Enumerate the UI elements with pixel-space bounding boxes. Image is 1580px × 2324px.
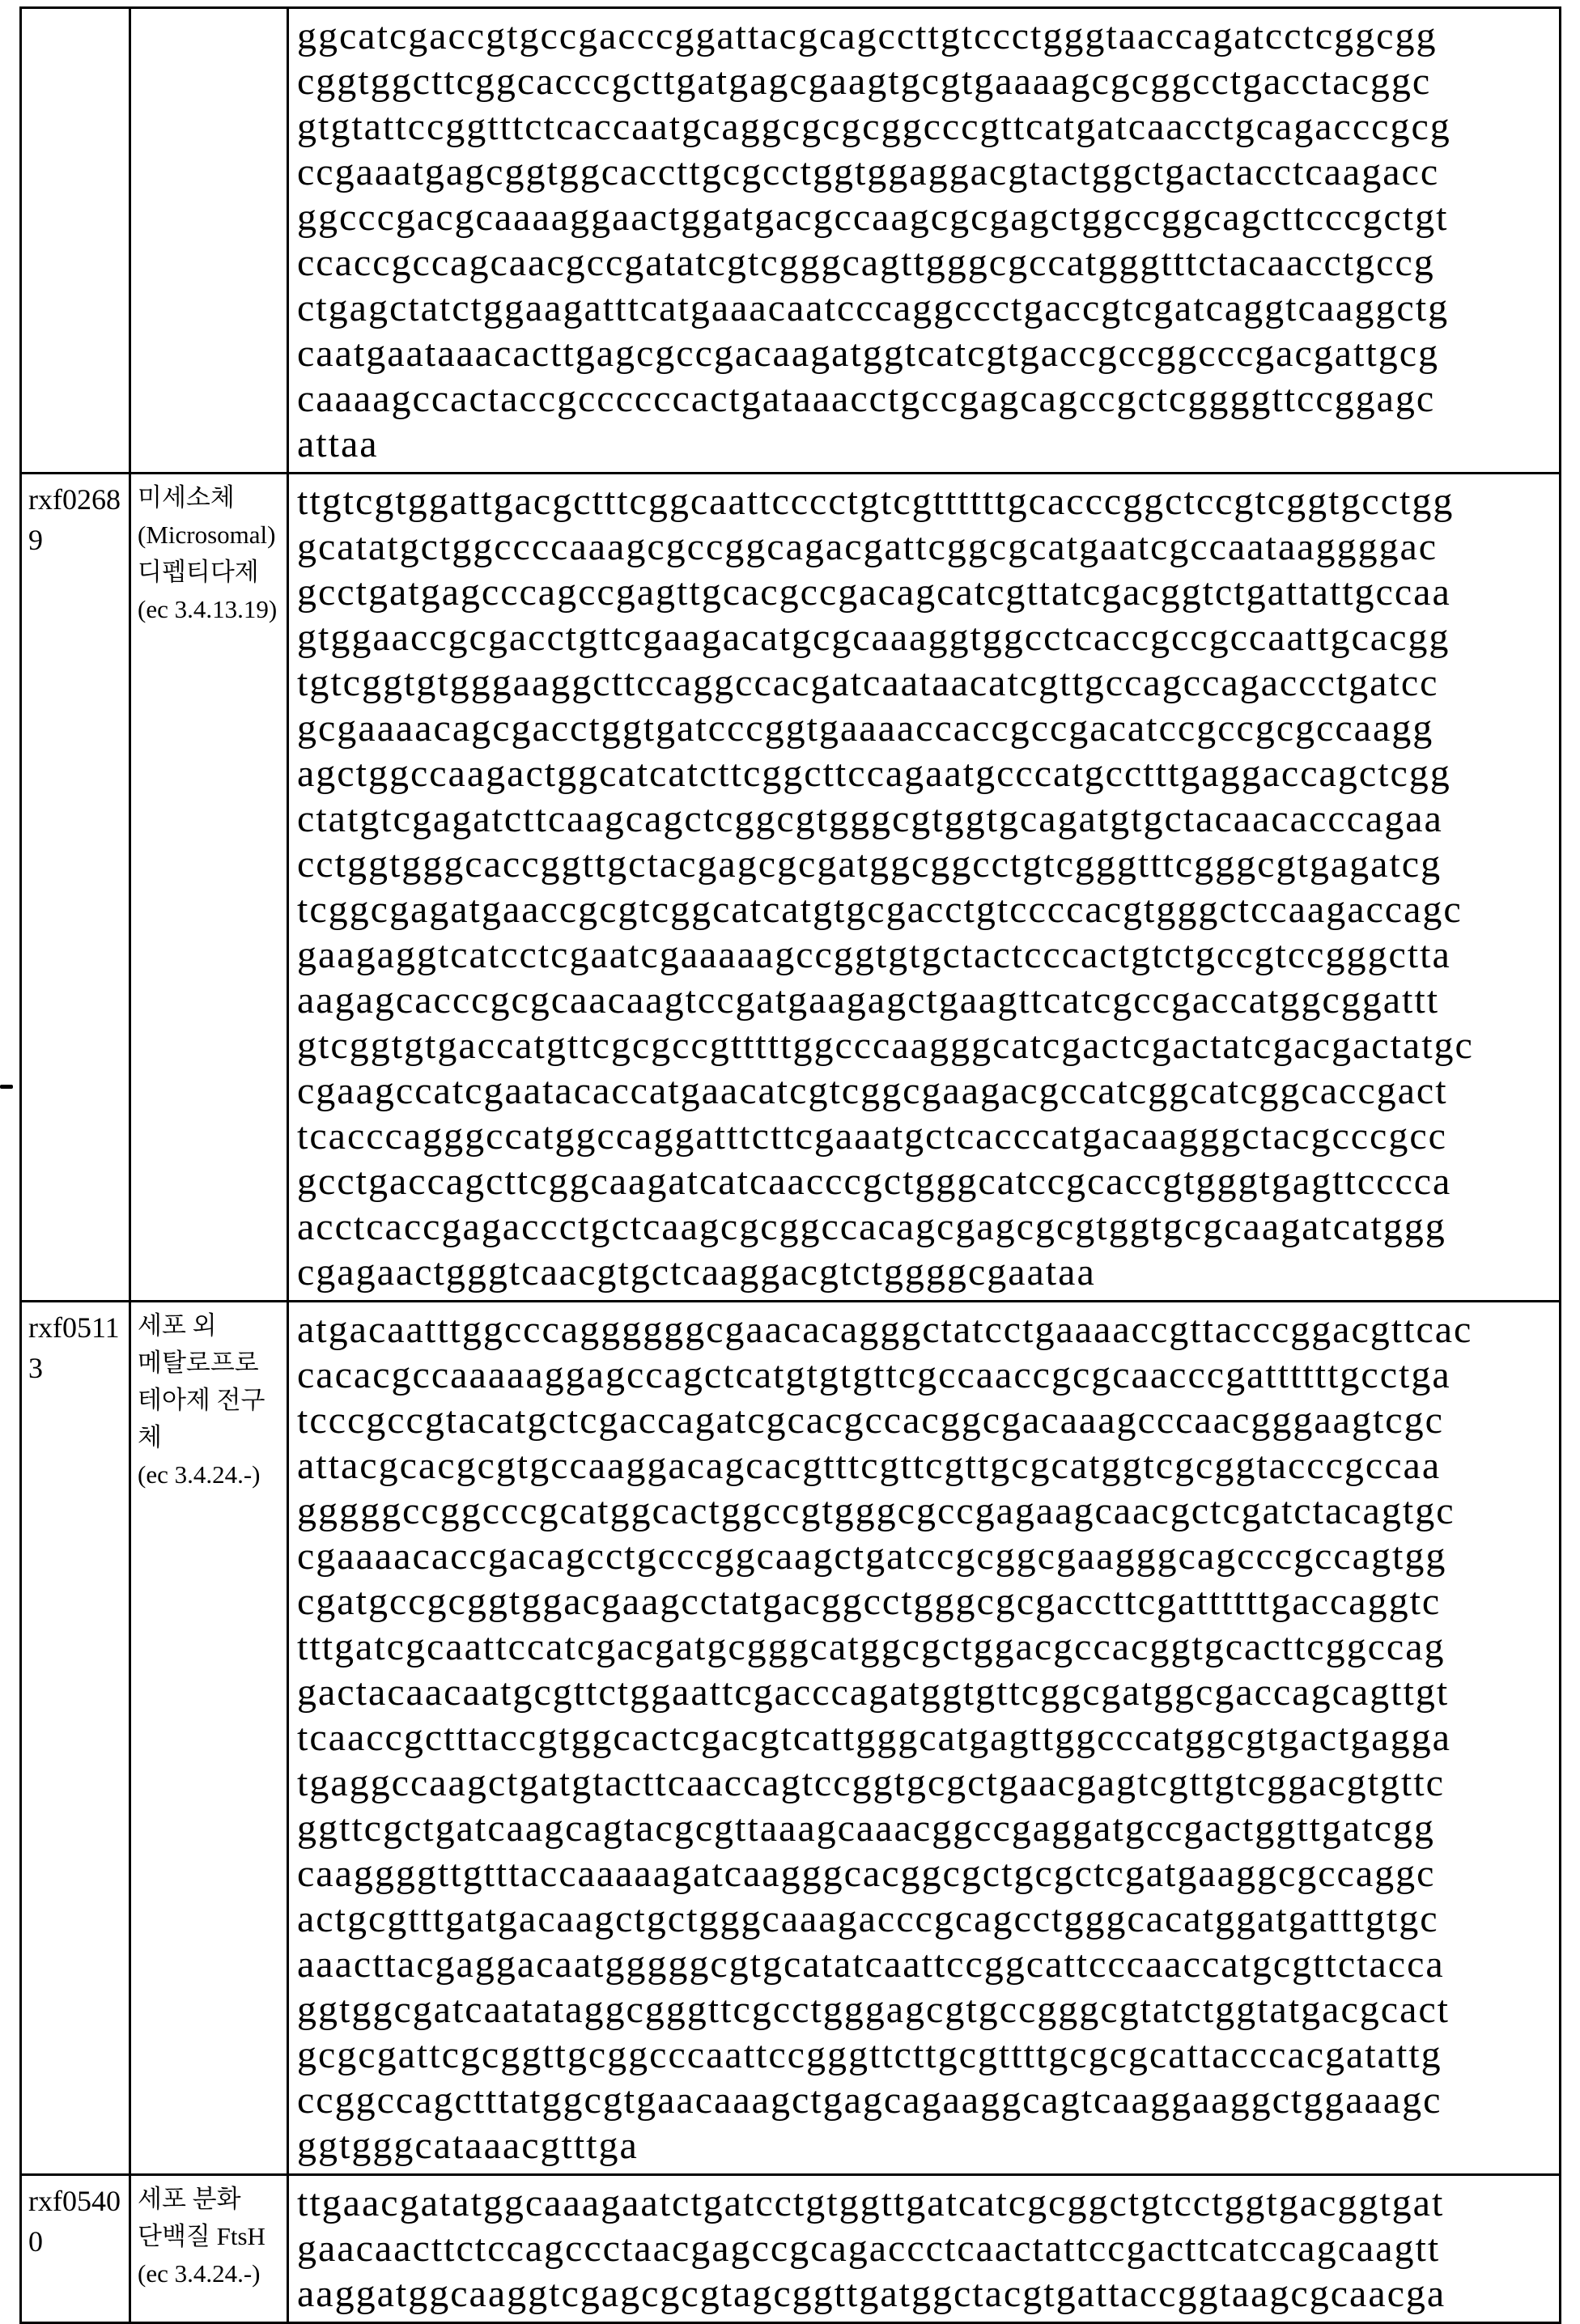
- sequence-line: ggcatcgaccgtgccgacccggattacgcagccttgtccctgggtaaccagatcctcggcgg: [297, 15, 1438, 57]
- sequence-line: atgacaatttggcccaggggggcgaacacagggctatcctgaaaaccgttacccggacgttcac: [297, 1308, 1473, 1351]
- sequence-line: tcacccagggccatggccaggatttcttcgaaatgctcacccatgacaagggctacgcccgcc: [297, 1115, 1447, 1158]
- gene-description-cell: [130, 8, 288, 474]
- sequence-line: aaacttacgaggacaatgggggcgtgcatatcaattccggcattcccaaccatgcgttctacca: [297, 1943, 1445, 1986]
- sequence-line: gcatatgctggccccaaagcgccggcagacgattcggcgcatgaatcgccaataaggggac: [297, 525, 1438, 568]
- sequence-line: attaa: [297, 423, 379, 465]
- sequence-line: cgaaaacaccgacagcctgcccggcaagctgatccgcggcgaagggcagcccgccagtgg: [297, 1535, 1447, 1578]
- document-page: [0, 6, 1580, 2322]
- description-line: 테아제 전구체: [138, 1386, 265, 1451]
- sequence-line: ccaccgccagcaacgccgatatcgtcgggcagttgggcgccatgggtttctacaacctgccg: [297, 241, 1435, 284]
- sequence-line: gcctgatgagcccagccgagttgcacgccgacagcatcgttatcgacggtctgattattgccaa: [297, 571, 1451, 614]
- sequence-line: ggtggcgatcaatataggcgggttcgcctgggagcgtgccgggcgtatctggtatgacgcact: [297, 1988, 1450, 2031]
- sequence-line: gaacaacttctccagccctaacgagccgcagaccctcaactattccgacttcatccagcaagtt: [297, 2227, 1441, 2270]
- sequence-line: gaagaggtcatcctcgaatcgaaaaagccggtgtgctactcccactgtctgccgtccgggctta: [297, 933, 1451, 976]
- scan-artifact-mark: [0, 1085, 13, 1089]
- sequence-line: cgatgccgcggtggacgaagcctatgacggcctgggcgcgaccttcgattttttgaccaggtc: [297, 1580, 1442, 1623]
- sequence-line: caaggggttgtttaccaaaaagatcaagggcacggcgctgcgctcgatgaaggcgccaggc: [297, 1852, 1436, 1895]
- gene-sequence-cell: [288, 1302, 1561, 2175]
- sequence-line: tgaggccaagctgatgtacttcaaccagtccggtgcgctgaacgagtcgttgtcggacgtgttc: [297, 1761, 1445, 1804]
- description-line: (ec 3.4.24.-): [138, 2259, 261, 2288]
- gene-description-cell: [130, 1302, 288, 2175]
- gene-id-cell: [21, 1302, 130, 2175]
- sequence-line: caaaagccactaccgccccccactgataaacctgccgagcagccgctcggggttccggagc: [297, 377, 1436, 420]
- sequence-line: tcccgccgtacatgctcgaccagatcgcacgccacggcgacaaagcccaacgggaagtcgc: [297, 1399, 1444, 1442]
- gene-id: rxf05400: [28, 2185, 121, 2258]
- description-line: 단백질 FtsH: [138, 2222, 265, 2250]
- sequence-line: cctggtgggcaccggttgctacgagcgcgatggcggcctgtcgggtttcgggcgtgagatcg: [297, 843, 1442, 886]
- sequence-line: ccgaaatgagcggtggcaccttgcgcctggtggaggacgtactggctgactacctcaagacc: [297, 151, 1440, 193]
- sequence-line: gactacaacaatgcgttctggaattcgacccagatggtgttcggcgatggcgaccagcagttgt: [297, 1671, 1450, 1714]
- description-line: 메탈로프로: [138, 1349, 259, 1377]
- table-row: [21, 8, 1561, 474]
- sequence-line: gggggccggcccgcatggcactggccgtgggcgccgagaagcaacgctcgatctacagtgc: [297, 1489, 1455, 1532]
- gene-id-cell: [21, 474, 130, 1302]
- gene-sequence-cell: [288, 8, 1561, 474]
- description-line: (ec 3.4.24.-): [138, 1460, 261, 1489]
- sequence-line: aagagcacccgcgcaacaagtccgatgaagagctgaagttcatcgccgaccatggcggattt: [297, 979, 1440, 1022]
- description-line: 세포 분화: [138, 2185, 241, 2213]
- sequence-line: attacgcacgcgtgccaaggacagcacgtttcgttcgttgcgcatggtcgcggtacccgccaa: [297, 1444, 1442, 1487]
- sequence-line: tcaaccgctttaccgtggcactcgacgtcattgggcatgagttggcccatggcgtgactgagga: [297, 1716, 1451, 1759]
- description-line: 미세소체: [138, 483, 235, 512]
- sequence-line: cgagaactgggtcaacgtgctcaaggacgtctggggcgaataa: [297, 1251, 1096, 1294]
- gene-id: rxf05113: [28, 1311, 120, 1384]
- sequence-line: ctgagctatctggaagatttcatgaaacaatcccaggccctgaccgtcgatcaggtcaaggctg: [297, 287, 1450, 329]
- sequence-line: cacacgccaaaaaggagccagctcatgtgtgttcgccaaccgcgcaacccgattttttgcctga: [297, 1353, 1451, 1396]
- gene-sequence-cell: [288, 474, 1561, 1302]
- sequence-line: ggcccgacgcaaaaggaactggatgacgccaagcgcgagctggccggcagcttcccgctgt: [297, 196, 1449, 239]
- sequence-line: acctcaccgagaccctgctcaagcgcggccacagcgagcgcgtggtgcgcaagatcatggg: [297, 1205, 1446, 1248]
- sequence-line: ttgtcgtggattgacgctttcggcaattcccctgtcgttttttgcacccggctccgtcggtgcctgg: [297, 480, 1455, 523]
- description-line: 세포 외: [138, 1311, 217, 1340]
- sequence-line: ggtgggcataaacgtttga: [297, 2124, 639, 2167]
- gene-description-cell: [130, 474, 288, 1302]
- gene-sequence-cell: [288, 2175, 1561, 2323]
- sequence-line: tcggcgagatgaaccgcgtcggcatcatgtgcgacctgtccccacgtgggctccaagaccagc: [297, 888, 1463, 931]
- sequence-line: cgaagccatcgaatacaccatgaacatcgtcggcgaagacgccatcggcatcggcaccgact: [297, 1069, 1448, 1112]
- sequence-line: aaggatggcaaggtcgagcgcgtagcggttgatggctacgtgattaccggtaagcgcaacga: [297, 2272, 1446, 2315]
- gene-id: rxf02689: [28, 483, 121, 556]
- gene-sequence-table: [19, 6, 1561, 2324]
- sequence-line: gtggaaccgcgacctgttcgaagacatgcgcaaaggtggcctcaccgccgccaattgcacgg: [297, 616, 1450, 659]
- sequence-line: gtgtattccggtttctcaccaatgcaggcgcgcggcccgttcatgatcaacctgcagacccgcg: [297, 105, 1451, 148]
- sequence-line: gcgcgattcgcggttgcggcccaattccgggttcttgcgttttgcgcgcattacccacgatattg: [297, 2033, 1442, 2076]
- sequence-line: ccggccagctttatggcgtgaacaaagctgagcagaaggcagtcaaggaaggctggaaagc: [297, 2079, 1442, 2122]
- sequence-line: gtcggtgtgaccatgttcgcgccgtttttggcccaagggcatcgactcgactatcgacgactatgc: [297, 1024, 1474, 1067]
- gene-id-cell: [21, 2175, 130, 2323]
- sequence-line: cggtggcttcggcacccgcttgatgagcgaagtgcgtgaaaagcgcggcctgacctacggc: [297, 60, 1432, 103]
- sequence-line: caatgaataaacacttgagcgccgacaagatggtcatcgtgaccgccggcccgacgattgcg: [297, 332, 1440, 375]
- sequence-line: gcgaaaacagcgacctggtgatcccggtgaaaaccaccgccgacatccgccgcgccaagg: [297, 707, 1434, 750]
- sequence-line: actgcgtttgatgacaagctgctgggcaaagacccgcagcctgggcacatggatgatttgtgc: [297, 1897, 1439, 1940]
- gene-id-cell: [21, 8, 130, 474]
- table-row: [21, 474, 1561, 1302]
- sequence-line: ttgaacgatatggcaaagaatctgatcctgtggttgatcatcgcggctgtcctggtgacggtgat: [297, 2182, 1445, 2224]
- sequence-line: tttgatcgcaattccatcgacgatgcgggcatggcgctggacgccacggtgcacttcggccag: [297, 1625, 1446, 1668]
- gene-description-cell: [130, 2175, 288, 2323]
- sequence-line: ctatgtcgagatcttcaagcagctcggcgtgggcgtggtgcagatgtgctacaacacccagaa: [297, 797, 1443, 840]
- sequence-line: tgtcggtgtgggaaggcttccaggccacgatcaataacatcgttgccagccagaccctgatcc: [297, 661, 1439, 704]
- gene-table-body: [21, 8, 1561, 2323]
- sequence-line: ggttcgctgatcaagcagtacgcgttaaagcaaacggccgaggatgccgactggttgatcgg: [297, 1807, 1435, 1850]
- sequence-line: agctggccaagactggcatcatcttcggcttccagaatgcccatgcctttgaggaccagctcgg: [297, 752, 1451, 795]
- sequence-line: gcctgaccagcttcggcaagatcatcaacccgctgggcatccgcaccgtgggtgagttcccca: [297, 1160, 1452, 1203]
- table-row: [21, 2175, 1561, 2323]
- description-line: 디펩티다제: [138, 558, 259, 586]
- description-line: (ec 3.4.13.19): [138, 595, 278, 623]
- table-row: [21, 1302, 1561, 2175]
- description-line: (Microsomal): [138, 520, 276, 549]
